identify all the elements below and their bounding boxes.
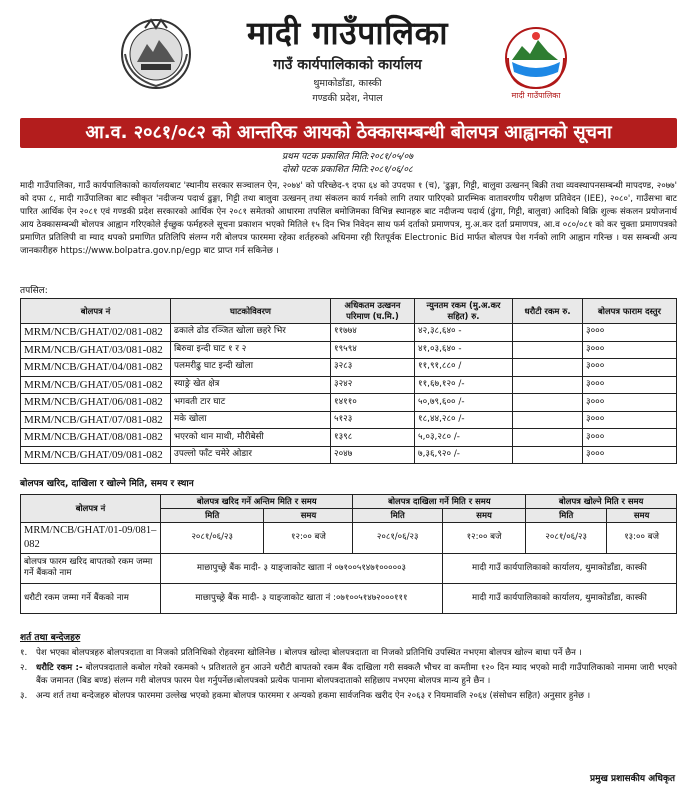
form-fee-bank-account: माछापुच्छ्रे बैंक मादी- ३ याङ्जाकोट खाता नं ०७१००५१४७१०००००३ bbox=[161, 553, 443, 583]
min-amount: ११,९१,८८० / bbox=[415, 359, 513, 377]
table-row bbox=[21, 411, 677, 429]
table-row bbox=[21, 446, 677, 464]
max-volume: ५१२३ bbox=[331, 411, 415, 429]
form-fee: ३००० bbox=[583, 359, 677, 377]
deposit-amount bbox=[513, 359, 583, 377]
bid-dates-table bbox=[20, 494, 677, 614]
municipality-title: मादी गाउँपालिका bbox=[247, 14, 448, 52]
column-header: बोलपत्र नं bbox=[21, 495, 161, 523]
terms-list bbox=[20, 647, 677, 705]
form-fee: ३००० bbox=[583, 324, 677, 342]
ghat-description: पलमरीढु घाट इन्दी खोला bbox=[171, 359, 331, 377]
deposit-amount bbox=[513, 446, 583, 464]
column-header: न्युनतम रकम (मु.अ.कर सहित) रु. bbox=[415, 299, 513, 324]
column-header: घाटकोविवरण bbox=[171, 299, 331, 324]
column-group-header: बोलपत्र खोल्ने मिति र समय bbox=[526, 495, 677, 509]
form-fee: ३००० bbox=[583, 446, 677, 464]
column-header: बोलपत्र नं bbox=[21, 299, 171, 324]
term-text: पेश भएका बोलपत्रहरु बोलपत्रदाता वा निजको प्रतिनिधिको रोहवरमा खोलिनेछ । बोलपत्र खोल्दा बोलपत्रदाता वा निजको प्रतिनिधि उपस्थित नभएमा बोलपत्र खोल्न बाधा पर्ने छैन । bbox=[36, 648, 582, 658]
bid-schedule-table bbox=[20, 298, 677, 464]
deposit-bank-label: धरौटी रकम जम्मा गर्ने बैंकको नाम bbox=[21, 583, 161, 613]
notice-banner: आ.व. २०८१/०८२ को आन्तरिक आयको ठेक्कासम्बन्धी बोलपत्र आह्वानको सूचना bbox=[20, 118, 677, 148]
table-row bbox=[21, 429, 677, 447]
time-header: समय bbox=[442, 509, 525, 523]
page-header bbox=[0, 0, 695, 112]
ghat-description: ढकाले ढोड रञ्जित खोला छहरे भिर bbox=[171, 324, 331, 342]
form-fee-office: मादी गाउँ कार्यपालिकाको कार्यालय, थुमाकोडाँडा, कास्की bbox=[442, 553, 676, 583]
min-amount: ११,६७,१२० /- bbox=[415, 376, 513, 394]
ghat-description: भएरको थान माथी, मौरीबेसी bbox=[171, 429, 331, 447]
term-text: बोलपत्रदाताले कबोल गरेको रकमको ५ प्रतिशतले हुन आउने धरौटी बापतको रकम बैंक दाखिला गरी सक्कलै भौचर वा कम्तीमा १२० दिन म्याद भएको मादी गाउँपालिकाको नाममा जारी भएको बैंक जमानत (बिड बण्ड) संलग्न गरी बोलपत्र फारम पेश गर्नुपर्नेछ।बोलपत्रको प्रत्येक पानामा बोलपत्रदाताको सहिछाप नभएमा बोलपत्र मान्य हुने छैन । bbox=[36, 663, 677, 686]
min-amount: १८,४४,२८० /- bbox=[415, 411, 513, 429]
table-row bbox=[21, 359, 677, 377]
schedule-label: तपसिल: bbox=[20, 286, 48, 296]
deposit-office: मादी गाउँ कार्यपालिकाको कार्यालय, थुमाकोडाँडा, कास्की bbox=[442, 583, 676, 613]
term-heading: धरौटि रकम :- bbox=[36, 663, 83, 673]
time-header: समय bbox=[607, 509, 677, 523]
column-header: धरौटी रकम रु. bbox=[513, 299, 583, 324]
bid-number-range: MRM/NCB/GHAT/01-09/081–082 bbox=[21, 523, 161, 554]
bid-number: MRM/NCB/GHAT/06/081-082 bbox=[21, 394, 171, 412]
submit-date: २०८१/०६/२३ bbox=[353, 523, 442, 554]
column-header: बोलपत्र फाराम दस्तुर bbox=[583, 299, 677, 324]
form-fee: ३००० bbox=[583, 429, 677, 447]
bid-number: MRM/NCB/GHAT/05/081-082 bbox=[21, 376, 171, 394]
bid-number: MRM/NCB/GHAT/03/081-082 bbox=[21, 341, 171, 359]
bid-number: MRM/NCB/GHAT/04/081-082 bbox=[21, 359, 171, 377]
term-number: ३. bbox=[20, 691, 28, 701]
ghat-description: बिरुवा इन्दी घाट १ र २ bbox=[171, 341, 331, 359]
max-volume: १९५९४ bbox=[331, 341, 415, 359]
max-volume: १४११० bbox=[331, 394, 415, 412]
list-item bbox=[20, 690, 677, 703]
deposit-amount bbox=[513, 376, 583, 394]
office-province: गण्डकी प्रदेश, नेपाल bbox=[312, 93, 383, 104]
open-date: २०८१/०६/२३ bbox=[526, 523, 607, 554]
ghat-description: उपल्लो फाँट चमेरे ओडार bbox=[171, 446, 331, 464]
column-header: अधिकतम उत्खनन परिमाण (घ.मि.) bbox=[331, 299, 415, 324]
first-publication-date: प्रथम पटक प्रकाशित मिति:२०८१/०५/०७ bbox=[281, 152, 414, 162]
table-row bbox=[21, 324, 677, 342]
ghat-description: मके खोला bbox=[171, 411, 331, 429]
deposit-amount bbox=[513, 324, 583, 342]
ghat-description: स्याङ्रे खेत क्षेत्र bbox=[171, 376, 331, 394]
table-row bbox=[21, 523, 677, 554]
min-amount: ७,३६,९२० /- bbox=[415, 446, 513, 464]
table-row bbox=[21, 394, 677, 412]
form-fee-bank-label: बोलपत्र फारम खरिद बापतको रकम जम्मा गर्ने बैंकको नाम bbox=[21, 553, 161, 583]
min-amount: ४१,०३,६४० - bbox=[415, 341, 513, 359]
date-header: मिति bbox=[353, 509, 442, 523]
form-fee: ३००० bbox=[583, 376, 677, 394]
office-address: थुमाकोडाँडा, कास्की bbox=[313, 78, 382, 89]
form-fee: ३००० bbox=[583, 394, 677, 412]
term-number: १. bbox=[20, 648, 28, 658]
table-row bbox=[21, 583, 677, 613]
date-header: मिति bbox=[526, 509, 607, 523]
form-fee: ३००० bbox=[583, 411, 677, 429]
term-text: अन्य शर्त तथा बन्देजहरु बोलपत्र फारममा उल्लेख भएको हकमा बोलपत्र फारममा र अन्यको हकमा सार्वजनिक खरीद ऐन २०६३ र नियमावलि २०६४ (संसोधन सहित) अनुसार हुनेछ । bbox=[36, 691, 591, 701]
min-amount: ५,०३,२८० /- bbox=[415, 429, 513, 447]
deposit-amount bbox=[513, 429, 583, 447]
term-body bbox=[36, 662, 677, 688]
deposit-amount bbox=[513, 394, 583, 412]
max-volume: ३२८३ bbox=[331, 359, 415, 377]
deposit-amount bbox=[513, 411, 583, 429]
max-volume: १३९८ bbox=[331, 429, 415, 447]
table-header-row bbox=[21, 495, 677, 509]
list-item bbox=[20, 662, 677, 688]
buy-date: २०८१/०६/२३ bbox=[161, 523, 264, 554]
max-volume: ३२४२ bbox=[331, 376, 415, 394]
ghat-description: भगवती टार घाट bbox=[171, 394, 331, 412]
max-volume: ११७७४ bbox=[331, 324, 415, 342]
municipality-logo-icon bbox=[500, 22, 572, 100]
table-row bbox=[21, 376, 677, 394]
logo-caption: मादी गाउँपालिका bbox=[511, 91, 561, 100]
deposit-amount bbox=[513, 341, 583, 359]
min-amount: ४२,३८,६४० - bbox=[415, 324, 513, 342]
table-row bbox=[21, 553, 677, 583]
intro-paragraph: मादी गाउँपालिका, गाउँ कार्यपालिकाको कार्यालयबाट 'स्थानीय सरकार सञ्चालन ऐन, २०७४' को परिच्छेद-९ दफा ६४ को उपदफा १ (च), 'ढुङ्गा, गिट्टी, बालुवा उत्खनन् बिक्री तथा व्यवस्थापनसम्बन्धी मापदण्ड, २०७७' को दफा ८, मादी गाउँपालिका बाट स्वीकृत 'नदीजन्य पदार्थ ढुङ्गा, गिट्टी तथा बालुवा उत्खनन् तथा संकलन कार्य गर्नको लागि तयार पारिएको प्रारम्भिक वातावरणीय परीक्षण प्रतिवेदन (IEE), २०८०', गाउँसभा बाट पारित आर्थिक ऐन २०८१ एवं गण्डकी प्रदेश सरकारको आर्थिक ऐन २०८१ समेतको आधारमा तपसिल बमोजिमका विभिन्न स्थानहरु बाट नदीजन्य पदार्थ (ढुंगा, गिट्टी, बालुवा) आदिको बिक्रि शुल्क संकलन प्रयोजनार्थ आय ठेक्कासम्बन्धी बोलपत्र आह्वान गरिएकोले ईच्छुक फर्महरुले सूचना प्रकाशन भएको मितिले १५ दिन भित्र निवेदन साथ फर्म दर्ताको प्रमाणपत्र, मु.अ.कर दर्ता प्रमाणपत्र, आ.व ०८०/०८१ को कर चुक्ता प्रमाणपत्रको प्रमाणित प्रतिलिपी वा म्याद थपको प्रमाणित प्रतिलिपि संलग्न गरी बोलपत्र फारममा रहेका शर्तहरुको अधिनमा रही रितपूर्वक Electronic Bid मार्फत बोलपत्र पेश गर्नको लागि आह्वान गरिन्छ । यस सम्बन्धी अन्य जानकारीहरु https://www.bolpatra.gov.np/egp बाट प्राप्त गर्न सकिनेछ । bbox=[20, 181, 677, 256]
table-row bbox=[21, 341, 677, 359]
term-number: २. bbox=[20, 663, 28, 673]
second-publication-date: दोस्रो पटक प्रकाशित मिति:२०८१/०६/०८ bbox=[282, 165, 413, 175]
bid-number: MRM/NCB/GHAT/02/081-082 bbox=[21, 324, 171, 342]
section-title-schedule: बोलपत्र खरिद, दाखिला र खोल्ने मिति, समय र स्थान bbox=[20, 479, 194, 489]
bid-number: MRM/NCB/GHAT/07/081-082 bbox=[21, 411, 171, 429]
table-header-row bbox=[21, 299, 677, 324]
date-header: मिति bbox=[161, 509, 264, 523]
buy-time: १२:०० बजे bbox=[264, 523, 353, 554]
list-item bbox=[20, 647, 677, 660]
min-amount: ५०,७९,६०० /- bbox=[415, 394, 513, 412]
open-time: १३:०० बजे bbox=[607, 523, 677, 554]
deposit-bank-account: माछापुच्छ्रे बैंक मादी- ३ याङ्जाकोट खाता नं :०७१००५१४७२०००१११ bbox=[161, 583, 443, 613]
terms-title: शर्त तथा बन्देजहरु bbox=[20, 633, 81, 643]
bid-number: MRM/NCB/GHAT/09/081-082 bbox=[21, 446, 171, 464]
time-header: समय bbox=[264, 509, 353, 523]
signatory-title: प्रमुख प्रशासकीय अधिकृत bbox=[589, 774, 675, 784]
form-fee: ३००० bbox=[583, 341, 677, 359]
max-volume: २०४७ bbox=[331, 446, 415, 464]
office-name: गाउँ कार्यपालिकाको कार्यालय bbox=[273, 57, 422, 73]
bid-number: MRM/NCB/GHAT/08/081-082 bbox=[21, 429, 171, 447]
column-group-header: बोलपत्र दाखिला गर्ने मिति र समय bbox=[353, 495, 526, 509]
submit-time: १२:०० बजे bbox=[442, 523, 525, 554]
column-group-header: बोलपत्र खरिद गर्ने अन्तिम मिति र समय bbox=[161, 495, 353, 509]
